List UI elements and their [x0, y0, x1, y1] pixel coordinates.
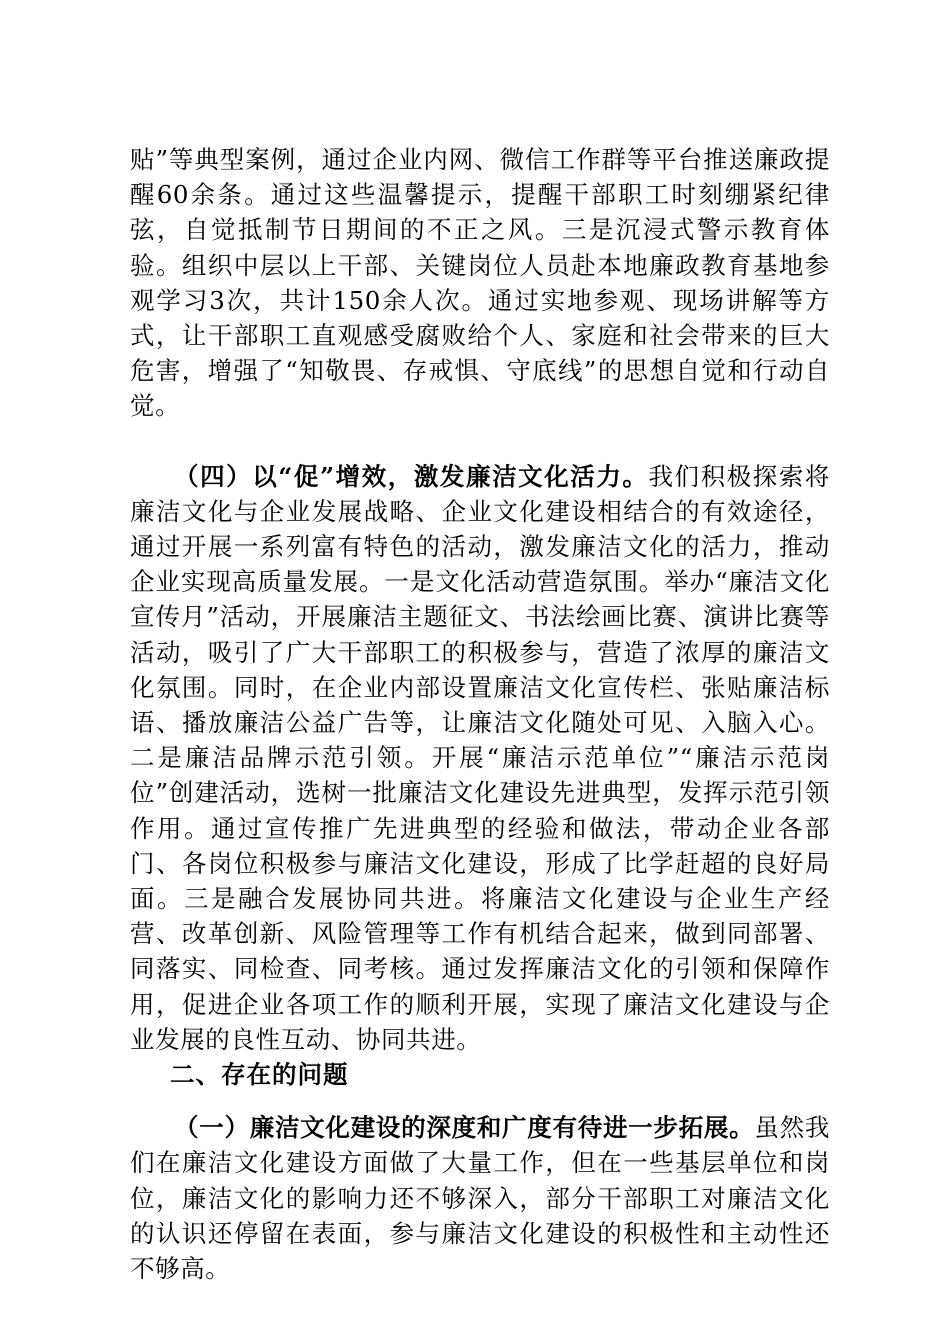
paragraph-culture-vitality-body: 我们积极探索将廉洁文化与企业发展战略、企业文化建设相结合的有效途径，通过开展一系列富有特色的活动，激发廉洁文化的活力，推动企业实现高质量发展。一是文化活动营造氛围。举办“廉洁文化宣传月”活动，开展廉洁主题征文、书法绘画比赛、演讲比赛等活动，吸引了广大干部职工的积极参与，营造了浓厚的廉洁文化氛围。同时，在企业内部设置廉洁文化宣传栏、张贴廉洁标语、播放廉洁公益广告等，让廉洁文化随处可见、入脑入心。二是廉洁品牌示范引领。开展“廉洁示范单位”“廉洁示范岗位”创建活动，选树一批廉洁文化建设先进典型，发挥示范引领作用。通过宣传推广先进典型的经验和做法，带动企业各部门、各岗位积极参与廉洁文化建设，形成了比学赶超的良好局面。三是融合发展协同共进。将廉洁文化建设与企业生产经营、改革创新、风险管理等工作有机结合起来，做到同部署、同落实、同检查、同考核。通过发挥廉洁文化的引领和保障作用，促进企业各项工作的顺利开展，实现了廉洁文化建设与企业发展的良性互动、协同共进。 — [130, 461, 830, 1054]
paragraph-warning-education: 贴”等典型案例，通过企业内网、微信工作群等平台推送廉政提醒60余条。通过这些温馨提示，提醒干部职工时刻绷紧纪律弦，自觉抵制节日期间的不正之风。三是沉浸式警示教育体验。组织中层以上干部、关键岗位人员赴本地廉政教育基地参观学习3次，共计150余人次。通过实地参观、现场讲解等方式，让干部职工直观感受腐败给个人、家庭和社会带来的巨大危害，增强了“知敬畏、存戒惧、守底线”的思想自觉和行动自觉。 — [130, 145, 830, 421]
subsection-heading-four: （四）以“促”增效，激发廉洁文化活力。 — [174, 461, 649, 491]
section-heading-problems: 二、存在的问题 — [170, 1060, 349, 1090]
paragraph-problem-one-body: 虽然我们在廉洁文化建设方面做了大量工作，但在一些基层单位和岗位，廉洁文化的影响力还不够深入，部分干部职工对廉洁文化的认识还停留在表面，参与廉洁文化建设的积极性和主动性还不够高。 — [130, 1113, 830, 1284]
paragraph-culture-vitality — [130, 459, 830, 1057]
subsection-heading-problem-one: （一）廉洁文化建设的深度和广度有待进一步拓展。 — [174, 1113, 755, 1143]
paragraph-problem-one — [130, 1110, 830, 1286]
document-body — [130, 142, 830, 1286]
